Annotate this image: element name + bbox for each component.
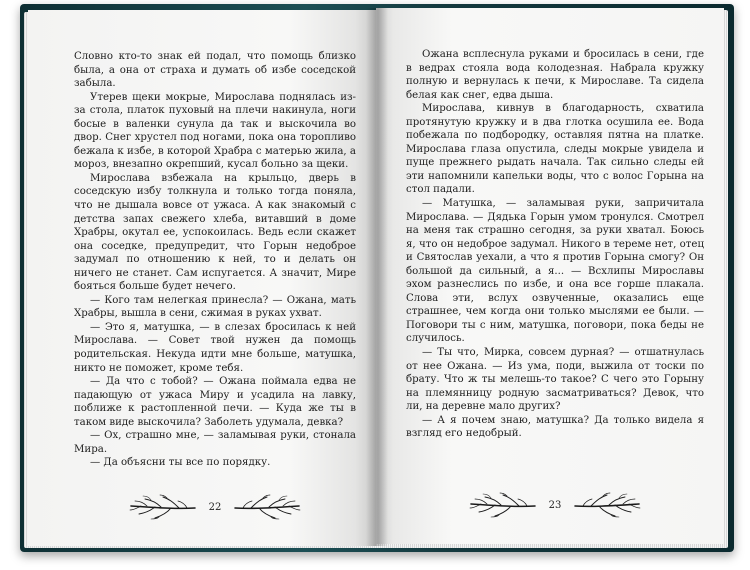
paragraph: — Да объясни ты все по порядку.: [90, 457, 271, 469]
paragraph: Утерев щеки мокрые, Мирослава поднялась из-за стола, платок пуховый на плечи накинула, ноги босые в валенки сунула да так и выскочила во двор. Снег хрустел под ногами, пока она торопливо бежала к избе, в которой Храбра с матерью жила, а мороз, внезапно окрепший, кусал больно за щеки.: [74, 91, 356, 171]
paragraph: Мирослава, кивнув в благодарность, схватила протянутую кружку и в два глотка осушила ее. Вода побежала по подбородку, оставляя пятна на платке. Мирослава глаза опустила, следы мокрые увидела и пуще прежнего рыдать начала. Так сильно следы ей эти напомнили капельки воды, что с волос Горына на стол падали.: [406, 103, 704, 196]
paragraph: — Кого там нелегкая принесла? — Ожана, мать Храбры, вышла в сени, сжимая в руках ухват.: [74, 294, 356, 320]
paragraph: — Матушка, — заламывая руки, запричитала Мирослава. — Дядька Горын умом тронулся. Смотрел на меня так страшно сегодня, за руки хватал. Боюсь я, что он недоброе задумал. Никого в тереме нет, отец и Святослав уехали, а что я против Горына смогу? Он большой да сильный, а я... — Всхлипы Мирославы эхом разнеслись по избе, и она все горше плакала. Слова эти, вслух озвученные, оказались еще страшнее, чем когда они только мыслями ее были. — Поговори ты с ним, матушка, поговори, пока беды не случилось.: [406, 198, 704, 345]
paragraph: — Ты что, Мирка, совсем дурная? — отшатнулась от нее Ожана. — Из ума, поди, выжила от тоски по брату. Что ж ты мелешь-то такое? С чего это Горыну на племянницу родную засматриваться? Девок, что ли, на деревне мало других?: [406, 347, 704, 413]
page-number: 22: [208, 501, 222, 513]
left-page-text: [74, 50, 356, 470]
branch-ornament-icon: [573, 492, 643, 518]
paragraph: Словно кто-то знак ей подал, что помощь близко была, а она от страха и думать об избе соседской забыла.: [74, 51, 356, 90]
branch-ornament-icon: [127, 494, 197, 520]
page-number: 23: [548, 499, 562, 511]
right-page: [376, 8, 724, 544]
paragraph: — Ох, страшно мне, — заламывая руки, стонала Мира.: [74, 430, 356, 455]
book-gutter-shadow: [366, 8, 388, 546]
right-page-text: [406, 48, 704, 441]
paragraph: — Да что с тобой? — Ожана поймала едва не падающую от ужаса Миру и усадила на лавку, поближе к растопленной печи. — Куда же ты в таком виде выскочила? Заболеть удумала, девка?: [74, 376, 356, 428]
paragraph: — Это я, матушка, — в слезах бросилась к ней Мирослава. — Совет твой нужен да помощь родительская. Некуда идти мне больше, матушка, никто не поможет, кроме тебя.: [74, 321, 356, 374]
page-footer-ornament: [74, 494, 356, 520]
paragraph: Ожана всплеснула руками и бросилась в сени, где в ведрах стояла вода колодезная. Набрала кружку полную и вернулась к печи, к Мирославе. Та сидела белая как снег, едва дыша.: [406, 49, 704, 101]
branch-ornament-icon: [467, 492, 537, 518]
paragraph: Мирослава взбежала на крыльцо, дверь в соседскую избу толкнула и только тогда поняла, что не дышала вовсе от ужаса. А как знакомый с детства запах свежего хлеба, витавший в доме Храбры, окутал ее, успокоилась. Ведь если скажет она соседке, предупредит, что Горын недоброе задумал по отношению к ней, то и делать он ничего не станет. Сам испугается. А значит, Мире бояться больше будет нечего.: [74, 172, 356, 293]
left-page: [28, 10, 376, 546]
page-footer-ornament: [406, 492, 704, 518]
paragraph: — А я почем знаю, матушка? Да только видела я взгляд его недобрый.: [406, 414, 704, 440]
branch-ornament-icon: [233, 494, 303, 520]
